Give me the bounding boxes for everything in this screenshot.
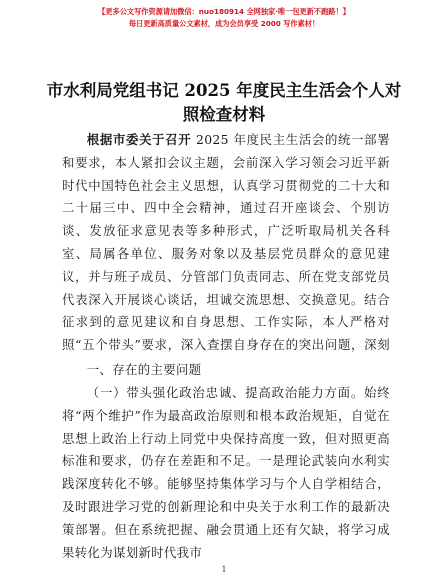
document-title-line-2: 照检查材料 [182, 105, 266, 124]
intro-paragraph [62, 129, 390, 357]
promo-banner-line-2: 每日更新高质量公文素材，成为会员享受 2000 写作素材！ [128, 19, 320, 28]
page-number: 1 [221, 565, 227, 574]
intro-body-text: 2025 年度民主生活会的统一部署和要求，本人紧扣会议主题，会前深入学习领会习近平新时代中国特色社会主义思想，认真学习贯彻党的二十大和二十届三中、四中全会精神，通过召开座谈会、个别访谈、发放征求意见表等多种形式，广泛听取局机关各科室、局属各单位、服务对象以及基层党员群众的意见建议，并与班子成员、分管部门负责同志、所在党支部党员代表深入开展谈心谈话，坦诚交流思想、交换意见。结合征求到的意见建议和自身思想、工作实际，本人严格对照“五个带头”要求，深入查摆自身存在的突出问题，深刻 [62, 132, 390, 353]
section-heading: 一、存在的主要问题 [86, 362, 202, 377]
section-item-paragraph: （一）带头强化政治忠诚、提高政治能力方面。始终将“两个维护”作为最高政治原则和根本政治规矩，自觉在思想上政治上行动上同党中央保持高度一致，但对照更高标准和要求，仍存在差距和不足。一是理论武装向水利实践深度转化不够。能够坚持集体学习与个人自学相结合，及时跟进学习党的创新理论和中央关于水利工作的最新决策部署。但在系统把握、融会贯通上还有欠缺，将学习成果转化为谋划新时代我市 [62, 385, 390, 560]
document-title-line-1: 市水利局党组书记 2025 年度民主生活会个人对 [46, 81, 402, 100]
intro-lead-text: 根据市委关于召开 [86, 132, 192, 147]
promo-banner-line-1: 【更多公文写作资源请加微信：nuo180914 全网独家·唯一包更新不跑路！】 [98, 7, 350, 16]
